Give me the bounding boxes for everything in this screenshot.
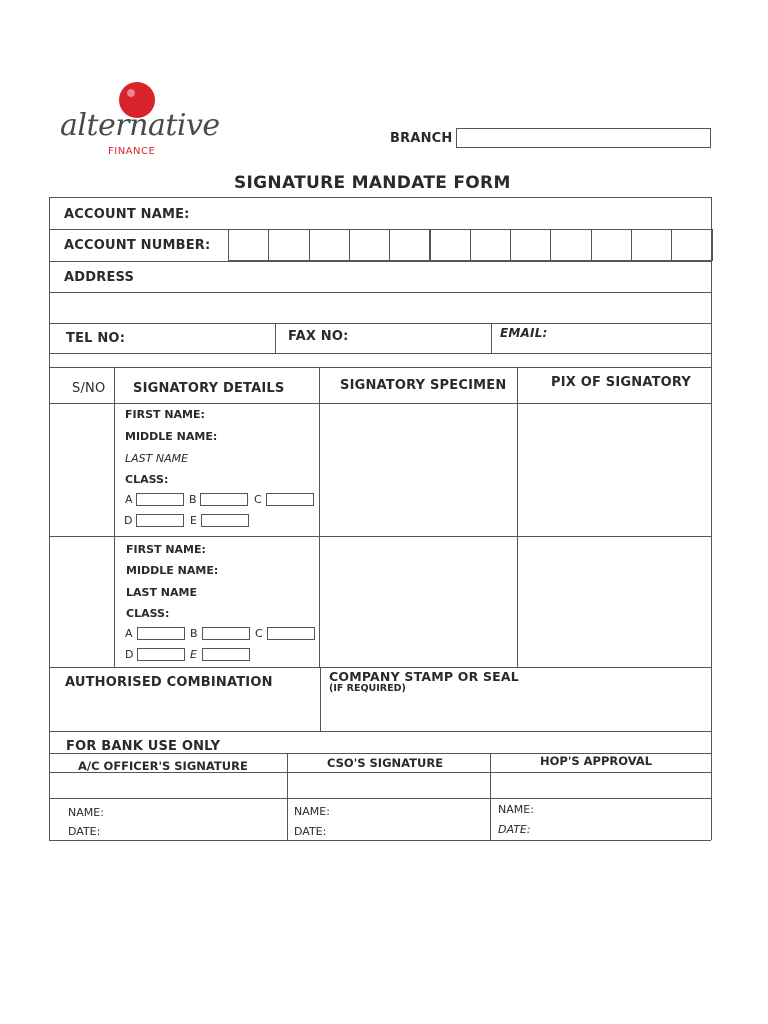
date-label: DATE: <box>294 825 327 838</box>
class-b-label: B <box>190 627 198 640</box>
class-e-box[interactable] <box>202 648 250 661</box>
class-c-box[interactable] <box>266 493 314 506</box>
rule <box>49 536 711 537</box>
col-header-pix: PIX OF SIGNATORY <box>551 375 692 390</box>
last-name-label: LAST NAME <box>125 452 189 465</box>
rule <box>319 367 320 667</box>
class-e-box[interactable] <box>201 514 249 527</box>
middle-name-label: MIDDLE NAME: <box>125 430 218 443</box>
class-b-box[interactable] <box>200 493 248 506</box>
rule <box>114 367 115 667</box>
address-label: ADDRESS <box>64 270 135 285</box>
account-name-label: ACCOUNT NAME: <box>64 207 190 222</box>
company-stamp-label: COMPANY STAMP OR SEAL <box>329 669 519 684</box>
class-b-box[interactable] <box>202 627 250 640</box>
class-e-label: E <box>190 514 197 527</box>
name-label: NAME: <box>498 803 534 816</box>
rule <box>320 667 321 731</box>
col-header-cso: CSO'S SIGNATURE <box>327 756 444 770</box>
class-label: CLASS: <box>126 607 170 620</box>
class-c-label: C <box>254 493 262 506</box>
class-d-box[interactable] <box>137 648 185 661</box>
frame-right <box>711 197 712 840</box>
class-d-label: D <box>124 514 133 527</box>
class-b-label: B <box>189 493 197 506</box>
rule <box>49 403 711 404</box>
tel-label: TEL NO: <box>66 331 126 346</box>
rule <box>49 731 711 732</box>
company-stamp-note: (IF REQUIRED) <box>329 683 406 694</box>
company-stamp-area[interactable] <box>322 697 708 729</box>
cso-signature-field[interactable] <box>289 774 488 796</box>
logo-subtitle: FINANCE <box>108 146 156 157</box>
ac-officer-signature-field[interactable] <box>52 774 285 796</box>
account-number-digit-box[interactable] <box>591 229 632 261</box>
class-d-box[interactable] <box>136 514 184 527</box>
signatory-specimen-area[interactable] <box>321 405 515 535</box>
account-number-label: ACCOUNT NUMBER: <box>64 238 211 253</box>
signatory-photo-area[interactable] <box>519 538 709 666</box>
authorised-combination-label: AUTHORISED COMBINATION <box>65 675 273 690</box>
class-a-label: A <box>125 493 133 506</box>
rule <box>49 667 711 668</box>
account-number-digit-box[interactable] <box>510 229 551 261</box>
name-label: NAME: <box>294 805 330 818</box>
fax-label: FAX NO: <box>288 329 349 344</box>
class-c-label: C <box>255 627 263 640</box>
account-number-digit-box[interactable] <box>430 229 471 261</box>
first-name-label: FIRST NAME: <box>126 543 206 556</box>
middle-name-label: MIDDLE NAME: <box>126 564 219 577</box>
rule <box>49 367 711 368</box>
rule <box>49 798 711 799</box>
account-number-digit-box[interactable] <box>349 229 390 261</box>
frame-top <box>49 197 711 198</box>
rule <box>275 323 276 353</box>
col-header-sno: S/NO <box>72 381 106 396</box>
address-field[interactable] <box>52 294 708 321</box>
signatory-specimen-area[interactable] <box>321 538 515 666</box>
rule <box>49 292 711 293</box>
last-name-label: LAST NAME <box>126 586 197 599</box>
frame-left <box>49 197 50 840</box>
authorised-combination-field[interactable] <box>52 695 318 729</box>
class-c-box[interactable] <box>267 627 315 640</box>
rule <box>490 753 491 840</box>
col-header-hop: HOP'S APPROVAL <box>540 754 653 768</box>
hop-approval-field[interactable] <box>492 774 709 796</box>
account-number-digit-box[interactable] <box>228 229 269 261</box>
branch-field[interactable] <box>456 128 711 148</box>
col-header-details: SIGNATORY DETAILS <box>133 381 285 396</box>
email-label: EMAIL: <box>500 326 548 340</box>
rule <box>49 772 711 773</box>
name-label: NAME: <box>68 806 104 819</box>
account-number-digit-box[interactable] <box>389 229 430 261</box>
rule <box>517 367 518 667</box>
col-header-specimen: SIGNATORY SPECIMEN <box>340 378 507 393</box>
branch-label: BRANCH <box>390 131 453 146</box>
bank-use-title: FOR BANK USE ONLY <box>66 739 221 754</box>
col-header-ac-officer: A/C OFFICER'S SIGNATURE <box>78 759 248 773</box>
logo-wordmark: alternative <box>60 108 220 143</box>
account-number-digit-box[interactable] <box>268 229 309 261</box>
rule <box>49 323 711 324</box>
account-number-digit-box[interactable] <box>671 229 712 261</box>
signatory-photo-area[interactable] <box>519 405 709 535</box>
date-label: DATE: <box>498 823 531 836</box>
class-d-label: D <box>125 648 134 661</box>
class-a-label: A <box>125 627 133 640</box>
date-label: DATE: <box>68 825 101 838</box>
rule <box>49 261 711 262</box>
account-number-digit-box[interactable] <box>631 229 672 261</box>
rule <box>287 753 288 840</box>
account-number-digit-box[interactable] <box>470 229 511 261</box>
rule <box>49 353 711 354</box>
rule <box>491 323 492 353</box>
account-name-field[interactable] <box>210 200 708 228</box>
class-label: CLASS: <box>125 473 169 486</box>
rule <box>49 840 711 841</box>
page-title: SIGNATURE MANDATE FORM <box>234 173 511 193</box>
first-name-label: FIRST NAME: <box>125 408 205 421</box>
class-e-label: E <box>190 648 197 661</box>
class-a-box[interactable] <box>136 493 184 506</box>
class-a-box[interactable] <box>137 627 185 640</box>
account-number-digit-box[interactable] <box>309 229 350 261</box>
account-number-digit-box[interactable] <box>550 229 591 261</box>
